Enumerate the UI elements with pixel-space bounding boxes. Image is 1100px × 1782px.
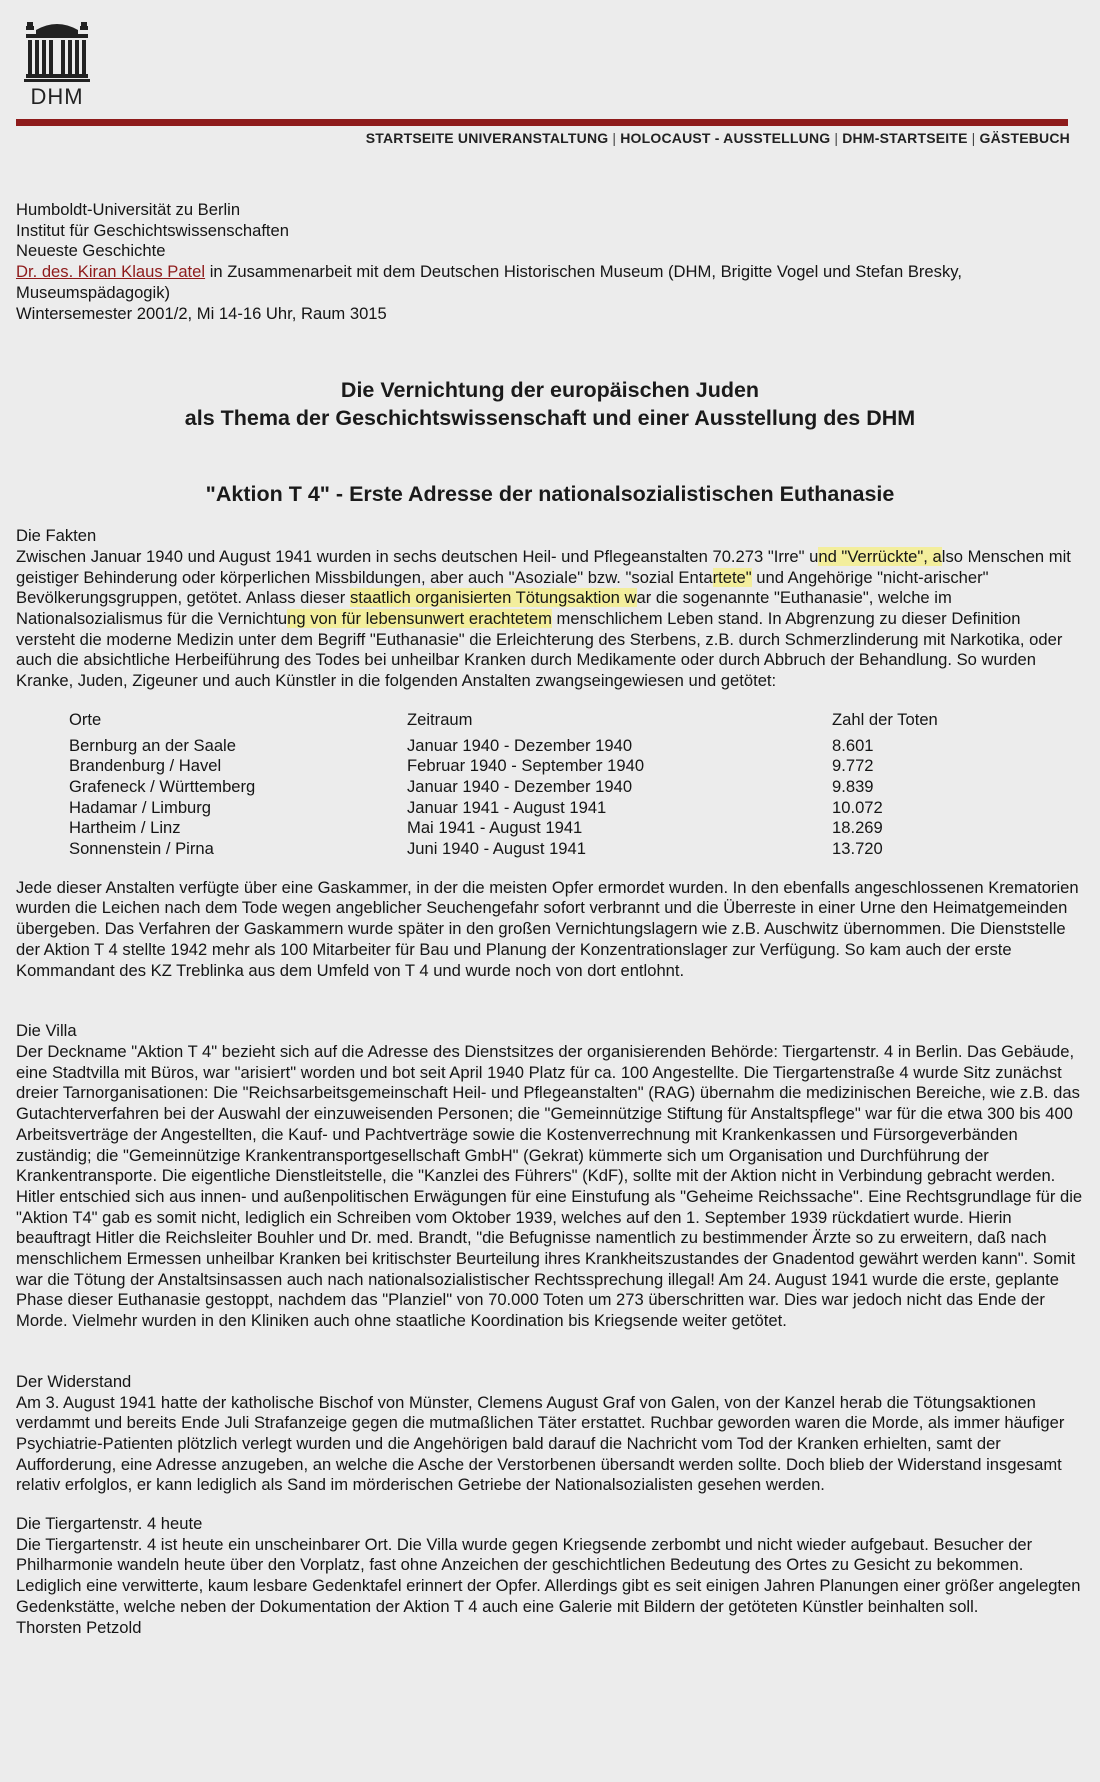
author-link[interactable]: Dr. des. Kiran Klaus Patel bbox=[16, 262, 206, 282]
table-cell-zeitraum: Februar 1940 - September 1940 bbox=[407, 756, 645, 776]
victims-table bbox=[69, 710, 1012, 860]
table-cell-zeitraum: Juni 1940 - August 1941 bbox=[407, 839, 586, 859]
author-signature: Thorsten Petzold bbox=[16, 1617, 142, 1637]
table-header-zeitraum: Zeitraum bbox=[407, 709, 473, 729]
table-row bbox=[69, 798, 1012, 819]
nav-link-dhm-startseite[interactable]: DHM-STARTSEITE bbox=[842, 130, 968, 146]
gaskammer-paragraph: Jede dieser Anstalten verfügte über eine Gaskammer, in der die meisten Opfer ermordet wurden. In den ebenfalls angeschlossenen Krematorien wurden die Leichen nach dem Tode wegen angeblicher Seuchengefahr sofort verbrannt und die Überreste in einer Urne den Heimatgemeinden übergeben. Das Verfahren der Gaskammern wurde später in den großen Vernichtungslagern wie z.B. Auschwitz übernommen. Die Dienststelle der Aktion T 4 stellte 1942 mehr als 100 Mitarbeiter für Bau und Planung der Konzentrationslager zur Verfügung. So kam auch der erste Kommandant des KZ Treblinka aus dem Umfeld von T 4 und wurde noch von dort entlohnt. bbox=[16, 877, 1079, 980]
page-title-line-2: als Thema der Geschichtswissenschaft und einer Ausstellung des DHM bbox=[184, 406, 916, 431]
villa-heading: Die Villa bbox=[16, 1021, 77, 1041]
villa-text: Der Deckname "Aktion T 4" bezieht sich auf die Adresse des Dienstsitzes der organisierenden Behörde: Tiergartenstr. 4 in Berlin. Das Gebäude, eine Stadtvilla mit Büros, war "arisiert" worden und bot seit April 1940 Platz für ca. 100 Angestellte. Die Tiergartenstraße 4 wurde Sitz zunächst dreier Tarnorganisationen: Die "Reichsarbeitsgemeinschaft Heil- und Pflegeanstalten" (RAG) übernahm die medizinischen Bereiche, wie z.B. das Gutachterverfahren bei der Auswahl der einzuweisenden Personen; die "Gemeinnützige Stiftung für Anstaltspflege" war für die etwa 300 bis 400 Arbeitsverträge der Angestellten, die Kauf- und Pachtverträge sowie die Kostenverrechnung mit Krankenkassen und Fürsorgeverbänden zuständig; die "Gemeinnützige Krankentransportgesellschaft GmbH" (Gekrat) kümmerte sich um Organisation und Durchführung der Krankentransporte. Die eigentliche Dienstleitstelle, die "Kanzlei des Führers" (KdF), sollte mit der Aktion nicht in Verbindung gebracht werden. Hitler entschied sich aus innen- und außenpolitischen Erwägungen für eine Einstufung als "Geheime Reichssache". Eine Rechtsgrundlage für die "Aktion T4" gab es somit nicht, lediglich ein Schreiben vom Oktober 1939, welches auf den 1. September 1939 rückdatiert wurde. Hierin beauftragt Hitler die Reichsleiter Bouhler und Dr. med. Brandt, "die Befugnisse namentlich zu bestimmender Ärzte so zu erweitern, daß nach menschlichem Ermessen unheilbar Kranken bei kritischster Beurteilung ihres Krankheitszustandes der Gnadentod gewährt werden kann". Somit war die Tötung der Anstaltsinsassen auch nach nationalsozialistischer Rechtssprechung illegal! Am 24. August 1941 wurde die erste, geplante Phase dieser Euthanasie gestoppt, nachdem das "Planziel" von 70.000 Toten um 273 überschritten war. Dies war jedoch nicht das Ende der Morde. Vielmehr wurden in den Kliniken auch ohne staatliche Koordination bis Kriegsende weiter getötet. bbox=[16, 1041, 1083, 1331]
nav-link-startseite[interactable]: STARTSEITE UNIVERANSTALTUNG bbox=[365, 130, 609, 146]
table-cell-zeitraum: Januar 1941 - August 1941 bbox=[407, 797, 607, 817]
university: Humboldt-Universität zu Berlin bbox=[16, 200, 241, 219]
table-cell-zeitraum: Januar 1940 - Dezember 1940 bbox=[407, 735, 633, 755]
table-cell-toten: 13.720 bbox=[832, 839, 883, 859]
widerstand-text: Am 3. August 1941 hatte der katholische Bischof von Münster, Clemens August Graf von Galen, von der Kanzel herab die Tötungsaktionen verdammt und bereits Ende Juli Strafanzeige gegen die mutmaßlichen Täter erstattet. Ruchbar geworden waren die Morde, als immer häufiger Psychiatrie-Patienten plötzlich verlegt wurden und die Angehörigen bald darauf die Nachricht vom Tod der Kranken erhielten, samt der Aufforderung, eine Adresse anzugeben, an welche die Asche der Verstorbenen übersandt werden sollte. Doch blieb der Widerstand insgesamt relativ erfolglos, er kann lediglich als Sand im mörderischen Getriebe der Nationalsozialisten gesehen werden. bbox=[16, 1392, 1065, 1495]
highlight: nd "Verrückte", a bbox=[818, 546, 942, 566]
table-cell-ort: Sonnenstein / Pirna bbox=[69, 839, 214, 859]
heute-heading: Die Tiergartenstr. 4 heute bbox=[16, 1514, 203, 1534]
header-divider bbox=[16, 119, 1068, 126]
table-header-row bbox=[69, 710, 1012, 736]
highlight: staatlich organisierten Tötungsaktion w bbox=[349, 588, 637, 608]
table-cell-toten: 9.772 bbox=[832, 756, 874, 776]
table-cell-ort: Brandenburg / Havel bbox=[69, 756, 222, 776]
collaboration-line bbox=[16, 262, 1084, 303]
table-row bbox=[69, 839, 1012, 860]
table-cell-ort: Hadamar / Limburg bbox=[69, 797, 212, 817]
table-row bbox=[69, 736, 1012, 757]
table-cell-toten: 18.269 bbox=[832, 818, 883, 838]
department: Neueste Geschichte bbox=[16, 241, 166, 261]
nav-separator: | bbox=[612, 130, 617, 146]
collaboration-text: in Zusammenarbeit mit dem Deutschen Historischen Museum (DHM, Brigitte Vogel und Stefan Bresky, Museumspädagogik) bbox=[16, 262, 962, 302]
dhm-logo-icon[interactable] bbox=[24, 20, 90, 108]
table-header-toten: Zahl der Toten bbox=[832, 709, 938, 729]
table-row bbox=[69, 756, 1012, 777]
highlight: ng von für lebensunwert erachtetem bbox=[287, 609, 552, 629]
logo-text: DHM bbox=[30, 84, 84, 108]
page-title bbox=[16, 376, 1084, 432]
table-cell-ort: Grafeneck / Württemberg bbox=[69, 776, 256, 796]
heute-text: Die Tiergartenstr. 4 ist heute ein unscheinbarer Ort. Die Villa wurde gegen Kriegsende zerbombt und nicht wieder aufgebaut. Besucher der Philharmonie wandeln heute über den Vorplatz, fast ohne Anzeichen der geschichtlichen Bedeutung des Ortes zu Gesicht zu bekommen. Lediglich eine verwitterte, kaum lesbare Gedenktafel erinnert der Opfer. Allerdings gibt es seit einigen Jahren Planungen einer größer angelegten Gedenkstätte, welche neben der Dokumentation der Aktion T 4 auch eine Galerie mit Bildern der getöteten Künstler beinhalten soll. bbox=[16, 1534, 1081, 1616]
highlight: rtete" bbox=[712, 567, 752, 587]
table-cell-toten: 9.839 bbox=[832, 776, 874, 796]
table-cell-toten: 10.072 bbox=[832, 797, 883, 817]
widerstand-heading: Der Widerstand bbox=[16, 1371, 132, 1391]
fakten-text: Zwischen Januar 1940 und August 1941 wurden in sechs deutschen Heil- und Pflegeanstalten 70.273 "Irre" und "Verrückte", also Menschen mit geistiger Behinderung oder körperlichen Missbildungen, aber auch "Asoziale" bzw. "sozial Entartete" und Angehörige "nicht-arischer" Bevölkerungsgruppen, getötet. Anlass dieser staatlich organisierten Tötungsaktion war die sogenannte "Euthanasie", welche im Nationalsozialismus für die Vernichtung von für lebensunwert erachtetem menschlichem Leben stand. In Abgrenzung zu dieser Definition versteht die moderne Medizin unter dem Begriff "Euthanasie" die Erleichterung des Sterbens, z.B. durch Schmerzlinderung mit Narkotika, oder auch die absichtliche Herbeiführung des Todes bei unheilbar Kranken durch Medikamente oder durch Abbruch der Behandlung. So wurden Kranke, Juden, Zigeuner und auch Künstler in die folgenden Anstalten zwangseingewiesen und getötet: bbox=[16, 546, 1071, 691]
table-row bbox=[69, 818, 1012, 839]
fakten-heading: Die Fakten bbox=[16, 526, 97, 546]
semester-info: Wintersemester 2001/2, Mi 14-16 Uhr, Raum 3015 bbox=[16, 303, 387, 323]
section-title: "Aktion T 4" - Erste Adresse der nationalsozialistischen Euthanasie bbox=[205, 482, 895, 507]
nav-link-gaestebuch[interactable]: GÄSTEBUCH bbox=[979, 130, 1070, 146]
top-navigation bbox=[366, 128, 1070, 149]
table-cell-ort: Hartheim / Linz bbox=[69, 818, 181, 838]
main-content bbox=[16, 200, 1084, 1638]
table-cell-zeitraum: Mai 1941 - August 1941 bbox=[407, 818, 583, 838]
table-header-orte: Orte bbox=[69, 709, 102, 729]
nav-separator: | bbox=[834, 130, 839, 146]
table-row bbox=[69, 777, 1012, 798]
table-cell-toten: 8.601 bbox=[832, 735, 874, 755]
institution-block bbox=[16, 200, 1084, 324]
nav-link-holocaust-ausstellung[interactable]: HOLOCAUST - AUSSTELLUNG bbox=[620, 130, 831, 146]
table-cell-ort: Bernburg an der Saale bbox=[69, 735, 236, 755]
institute: Institut für Geschichtswissenschaften bbox=[16, 220, 289, 240]
table-cell-zeitraum: Januar 1940 - Dezember 1940 bbox=[407, 776, 633, 796]
nav-separator: | bbox=[971, 130, 976, 146]
page-title-line-1: Die Vernichtung der europäischen Juden bbox=[340, 378, 760, 403]
